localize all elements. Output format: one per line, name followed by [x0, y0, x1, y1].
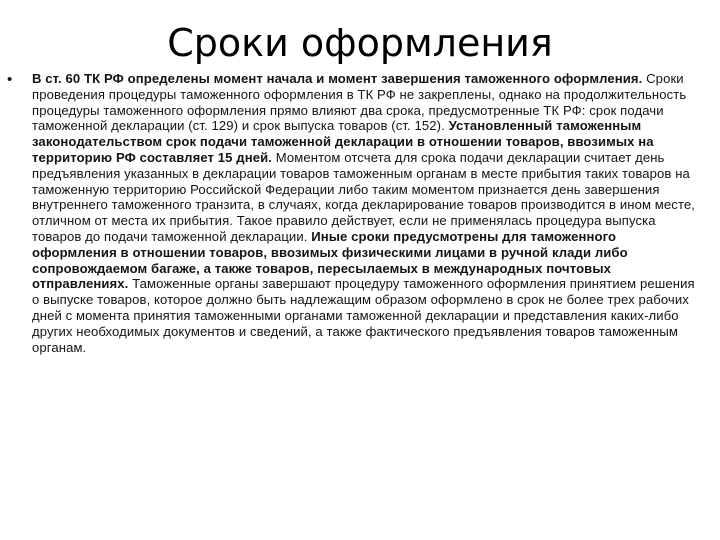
paragraph-segment: В ст. 60 ТК РФ определены момент начала и момент завершения таможенного оформления. — [32, 71, 643, 86]
bullet-marker: • — [7, 71, 13, 88]
body-paragraph — [32, 71, 696, 355]
paragraph-segment: Сроки проведения процедуры таможенного оформления в ТК РФ не закреплены, однако на продолжительность процедуры таможенного оформления прямо влияют два срока, предусмотренные ТК РФ: срок подачи таможенной декларации (ст. 129) и срок выпуска товаров (ст. 152). — [32, 71, 687, 134]
paragraph-segment: Моментом отсчета для срока подачи декларации считает день предъявления указанных в декларации товаров таможенным органам в месте прибытия таких товаров на таможенную территорию Российской Федерации либо таким моментом признается день завершения внутреннего таможенного транзита, в случаях, когда декларирование товаров производится в ином месте, отличном от места их прибытия. Такое правило действует, если не применялась процедура выпуска товаров до подачи таможенной декларации. — [32, 149, 696, 244]
paragraph-segment: Таможенные органы завершают процедуру таможенного оформления принятием решения о выпуске товаров, которое должно быть надлежащим образом оформлено в срок не более трех рабочих дней с момента принятия таможенными органами таможенной декларации и представления каких-либо других необходимых документов и сведений, а также фактического предъявления товаров таможенным органам. — [32, 276, 695, 355]
paragraph-segment: Установленный таможенным законодательством срок подачи таможенной декларации в отношении товаров, ввозимых на территорию РФ составляет 15 дней. — [32, 118, 654, 165]
slide-title: Сроки оформления — [167, 21, 553, 65]
paragraph-segment: Иные сроки предусмотрены для таможенного оформления в отношении товаров, ввозимых физическими лицами в ручной клади либо сопровождаемом багаже, а также товаров, пересылаемых в международных почтовых отправлениях. — [32, 228, 628, 292]
